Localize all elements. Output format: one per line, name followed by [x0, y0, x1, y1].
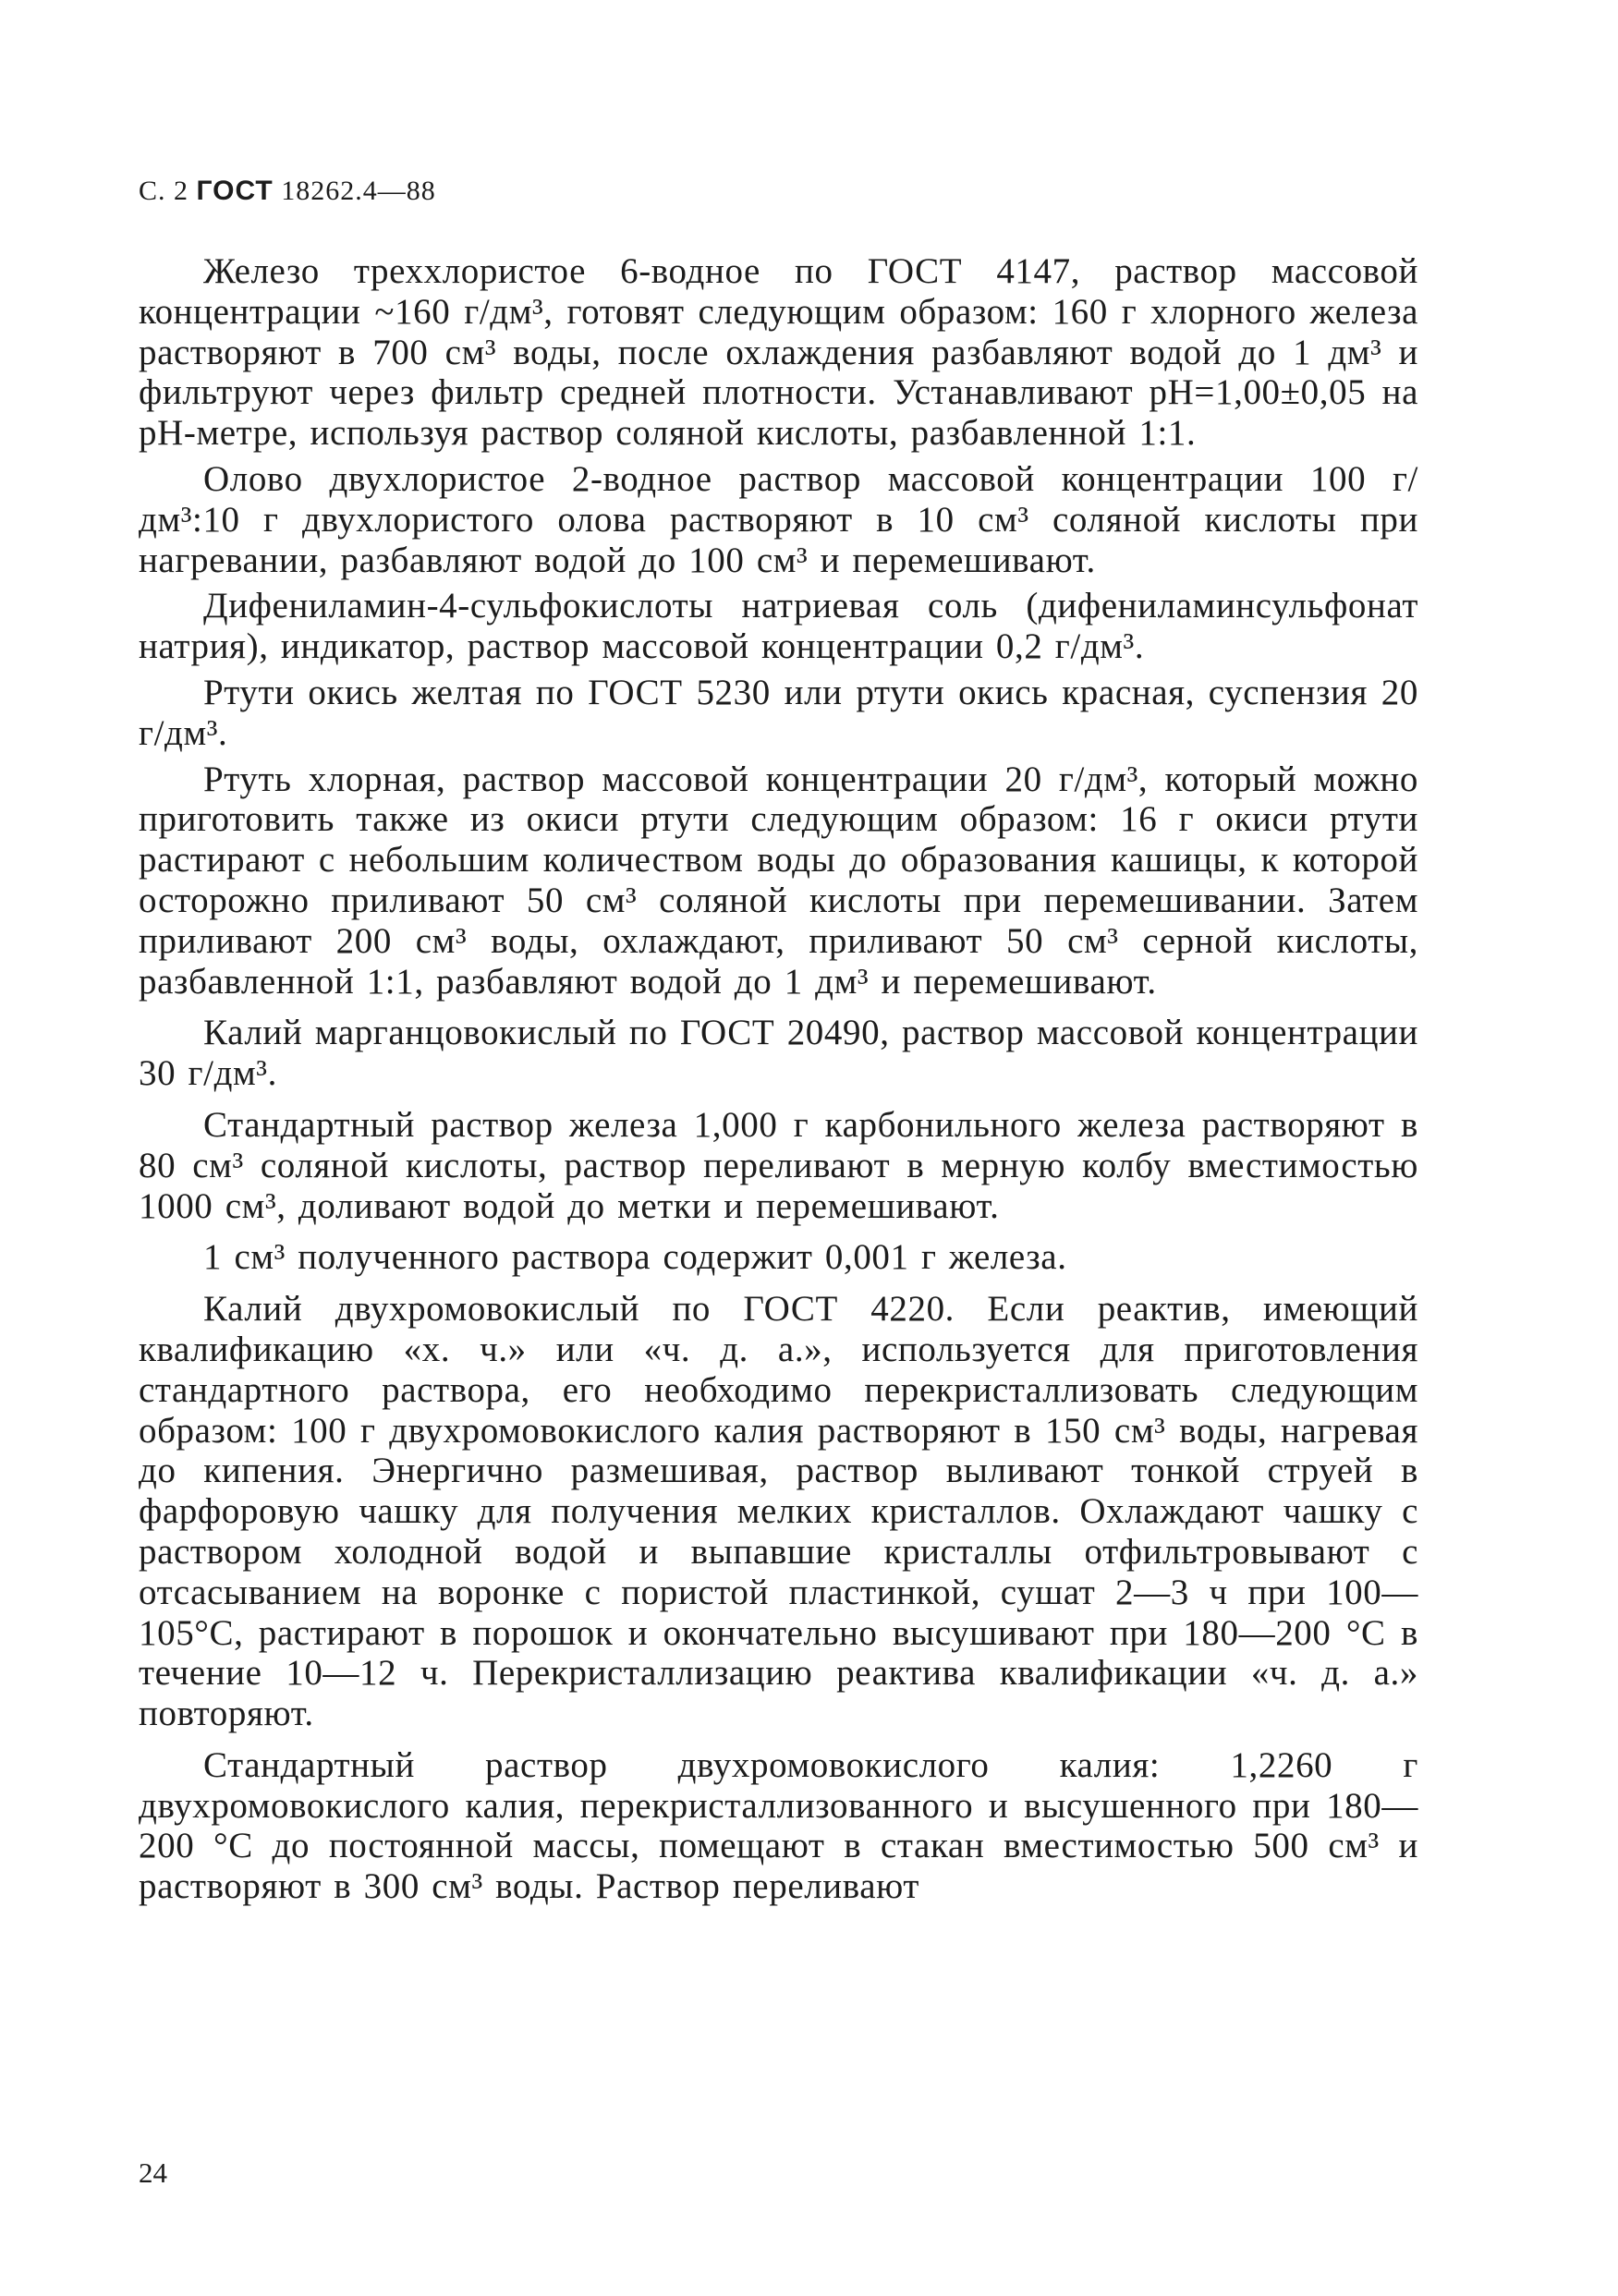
running-header — [139, 176, 436, 207]
standard-number: 18262.4—88 — [281, 176, 436, 206]
paragraph-indicator: Дифениламин-4-сульфокислоты натриевая соль (дифениламинсульфонат натрия), индикатор, раствор массовой концентрации 0,2 г/дм³. — [139, 586, 1418, 667]
paragraph-potassium-permanganate: Калий марганцовокислый по ГОСТ 20490, раствор массовой концентрации 30 г/дм³. — [139, 1013, 1418, 1094]
paragraph-iron-standard: Стандартный раствор железа 1,000 г карбонильного железа растворяют в 80 см³ соляной кислоты, раствор переливают в мерную колбу вместимостью 1000 см³, доливают водой до метки и перемешивают. — [139, 1104, 1418, 1226]
paragraph-mercury-oxide: Ртути окись желтая по ГОСТ 5230 или ртути окись красная, суспензия 20 г/дм³. — [139, 672, 1418, 753]
paragraph-mercuric-chloride: Ртуть хлорная, раствор массовой концентрации 20 г/дм³, который можно приготовить также из окиси ртути следующим образом: 16 г окиси ртути растирают с небольшим количеством воды до образования кашицы, к которой осторожно приливают 50 см³ соляной кислоты при перемешивании. Затем приливают 200 см³ воды, охлаждают, приливают 50 см³ серной кислоты, разбавленной 1:1, разбавляют водой до 1 дм³ и перемешивают. — [139, 759, 1418, 1002]
page-number: 24 — [139, 2156, 167, 2189]
paragraph-potassium-dichromate: Калий двухромовокислый по ГОСТ 4220. Если реактив, имеющий квалификацию «х. ч.» или «ч. д. а.», используется для приготовления стандартного раствора, его необходимо перекристаллизовать следующим образом: 100 г двухромовокислого калия растворяют в 150 см³ воды, нагревая до кипения. Энергично размешивая, раствор выливают тонкой струей в фарфоровую чашку для получения мелких кристаллов. Охлаждают чашку с раствором холодной водой и выпавшие кристаллы отфильтровывают с отсасыванием на воронке с пористой пластинкой, сушат 2—3 ч при 100—105°С, растирают в порошок и окончательно высушивают при 180—200 °С в течение 10—12 ч. Перекристаллизацию реактива квалификации «ч. д. а.» повторяют. — [139, 1289, 1418, 1734]
body-text — [139, 251, 1418, 1913]
paragraph-ferric-chloride: Железо треххлористое 6-водное по ГОСТ 4147, раствор массовой концентрации ~160 г/дм³, готовят следующим образом: 160 г хлорного железа растворяют в 700 см³ воды, после охлаждения разбавляют водой до 1 дм³ и фильтруют через фильтр средней плотности. Устанавливают pH=1,00±0,05 на pH-метре, используя раствор соляной кислоты, разбавленной 1:1. — [139, 251, 1418, 454]
standard-code: ГОСТ — [196, 176, 274, 206]
paragraph-stannous-chloride: Олово двухлористое 2-водное раствор массовой концентрации 100 г/дм³:10 г двухлористого олова растворяют в 10 см³ соляной кислоты при нагревании, разбавляют водой до 100 см³ и перемешивают. — [139, 458, 1418, 580]
page-label: С. 2 — [139, 176, 189, 206]
paragraph-dichromate-standard: Стандартный раствор двухромовокислого калия: 1,2260 г двухромовокислого калия, перекристаллизованного и высушенного при 180—200 °С до постоянной массы, помещают в стакан вместимостью 500 см³ и растворяют в 300 см³ воды. Раствор переливают — [139, 1744, 1418, 1907]
paragraph-iron-content: 1 см³ полученного раствора содержит 0,001 г железа. — [203, 1237, 1067, 1278]
